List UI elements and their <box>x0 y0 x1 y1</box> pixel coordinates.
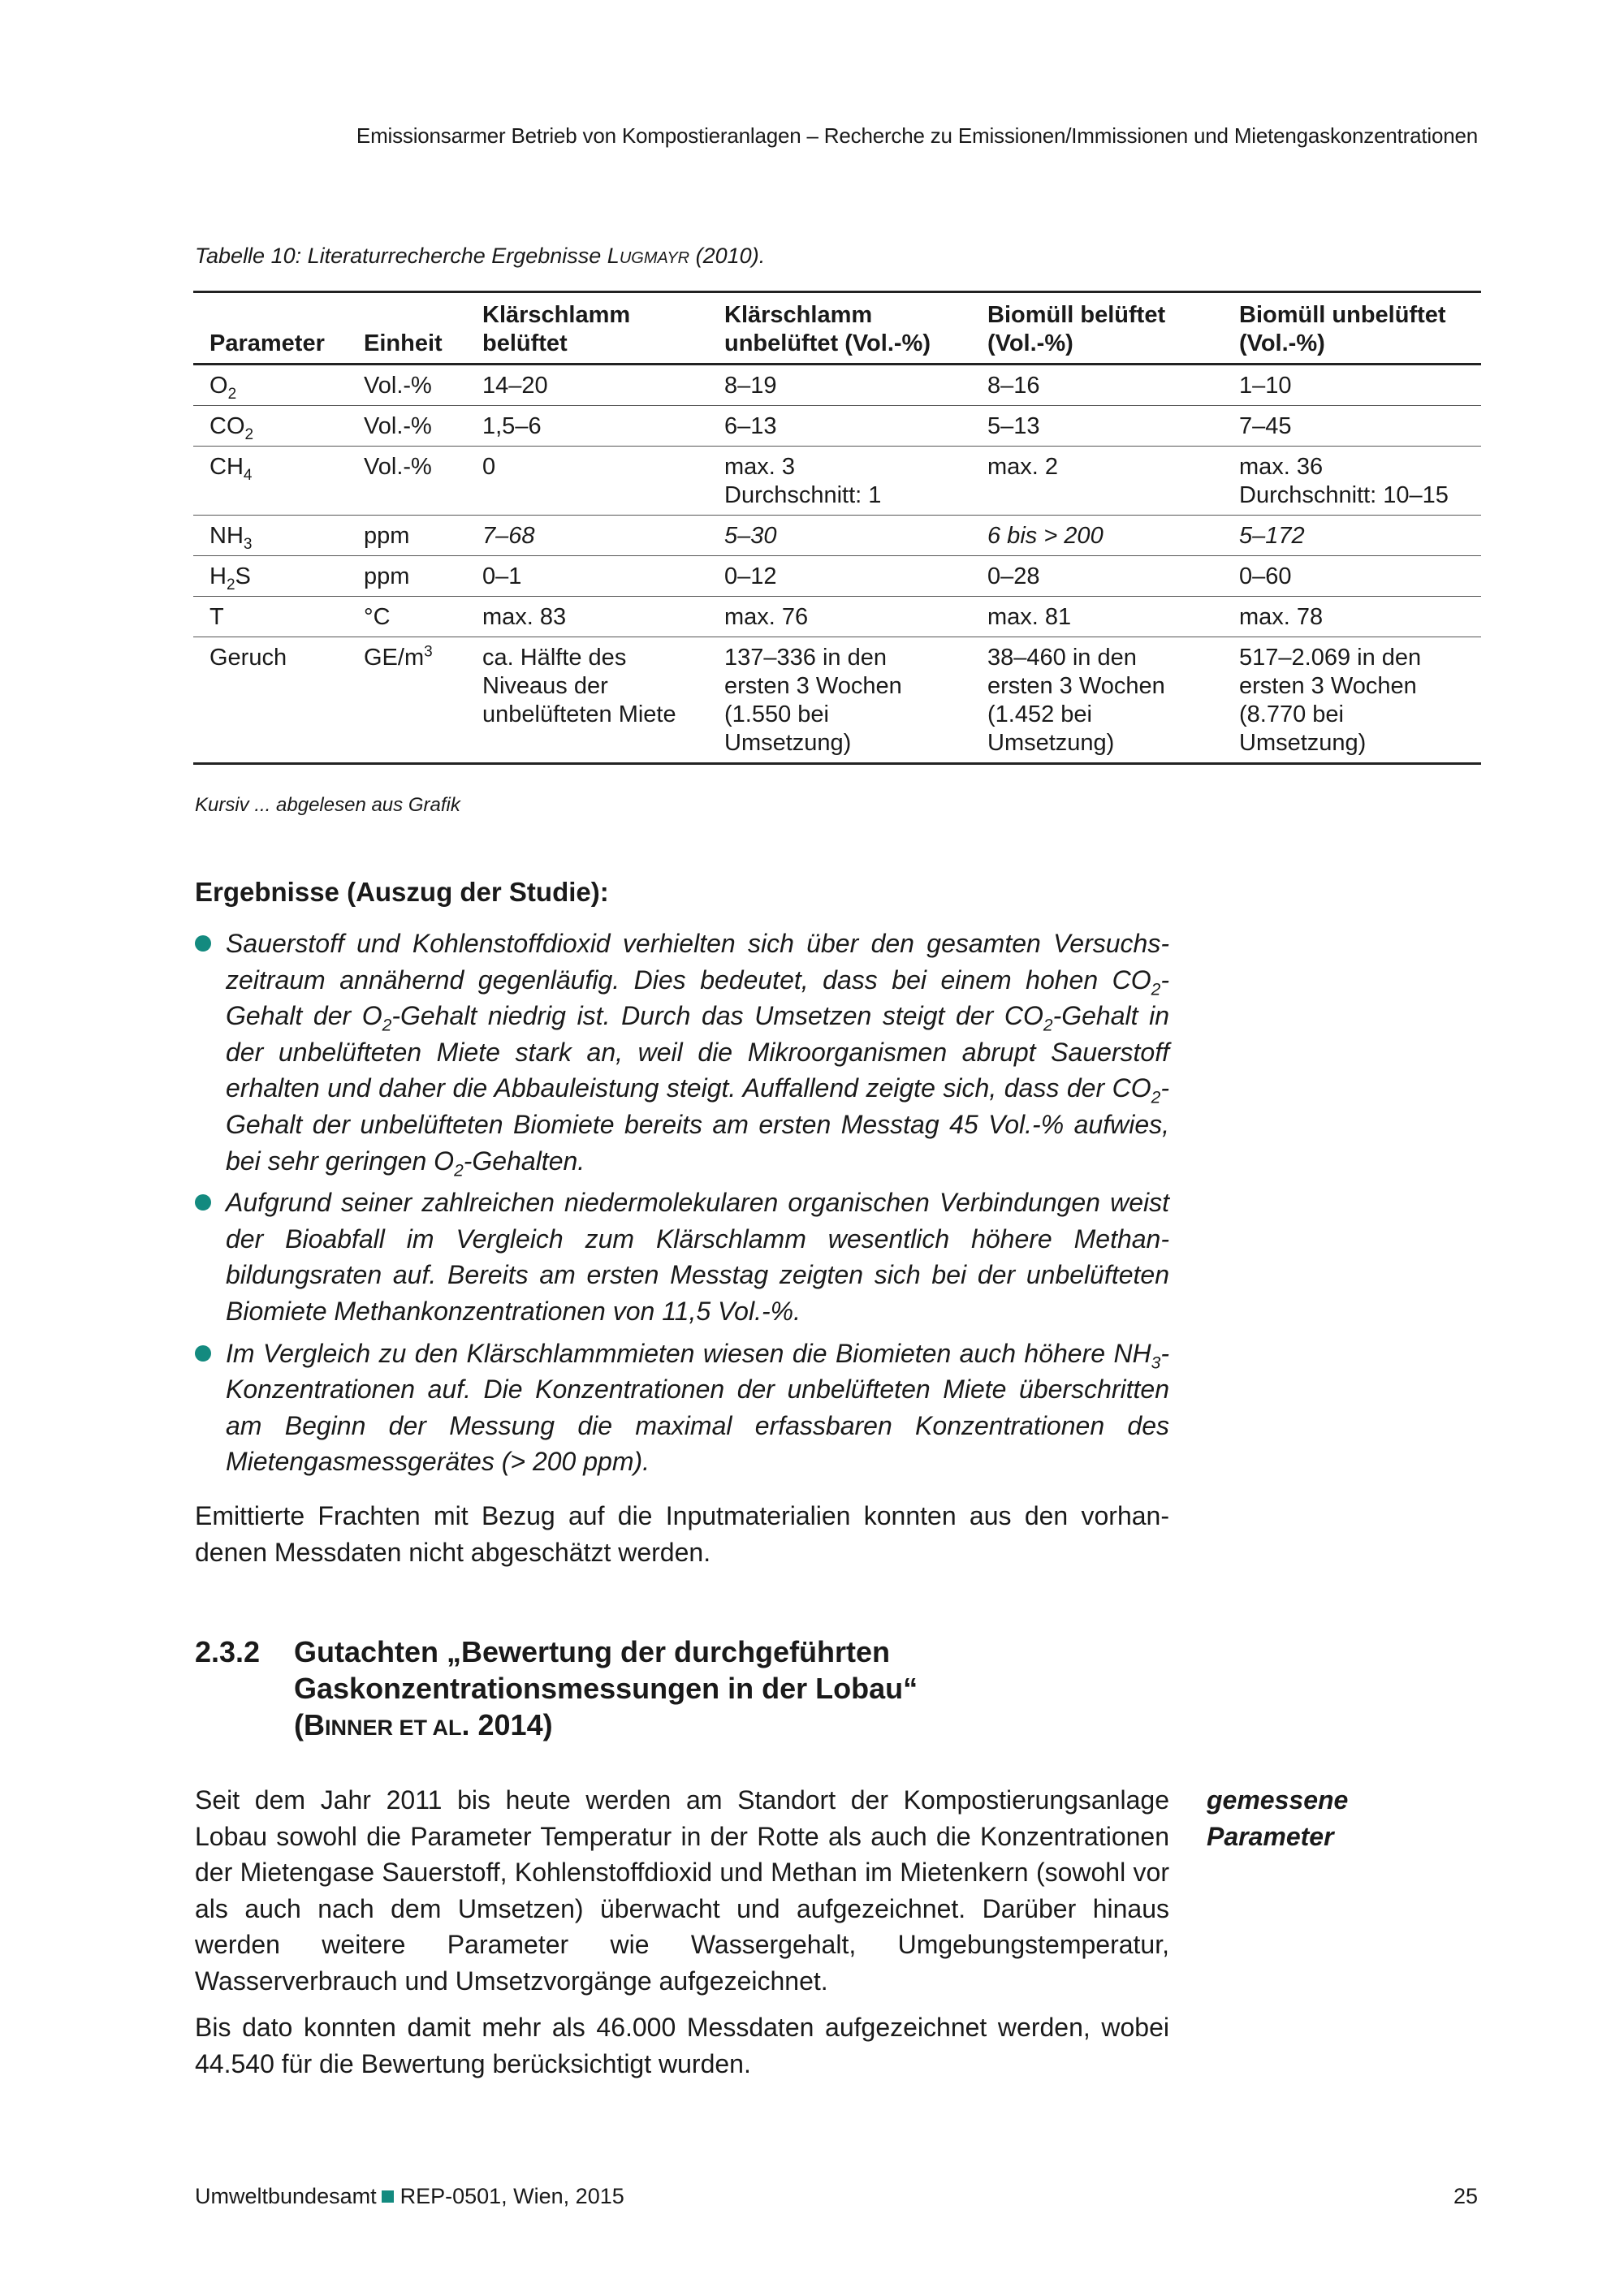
value-cell: 5–13 <box>971 406 1223 447</box>
margin-note <box>1207 1782 1348 1854</box>
column-header: Biomüll unbelüftet (Vol.-%) <box>1239 302 1446 356</box>
round-bullet-icon <box>195 1345 211 1362</box>
value-cell: 1,5–6 <box>466 406 708 447</box>
list-item: Sauerstoff und Kohlenstoffdioxid verhielten sich über den gesamten Versuchszeitraum annähernd gegenläufig. Dies bedeutet, dass bei einem hohen $CO_2$-Gehalt der $O_2$-Gehalt niedrig ist. Durch das Umsetzen steigt der $CO_2$-Gehalt in der unbelüfteten Miete stark an, weil die Mikroorganismen abrupt Sauerstoff erhalten und daher die Abbauleistung steigt. Auffallend zeigte sich, dass der $CO_2$-Gehalt der unbelüfteten Biomiete bereits am ersten Messtag 45 Vol.-% aufwies, bei sehr geringen $O_2$-Gehalten. <box>195 926 1169 1179</box>
parameter-cell: T <box>193 597 348 637</box>
value-cell: max. 81 <box>971 597 1223 637</box>
margin-note-line2: Parameter <box>1207 1821 1334 1851</box>
value-cell: 0–60 <box>1223 556 1481 597</box>
value-cell: max. 83 <box>466 597 708 637</box>
value-cell: 38–460 in den ersten 3 Wochen (1.452 bei Umsetzung) <box>971 637 1223 764</box>
caption-prefix: Tabelle 10: Literaturrecherche Ergebnisse L <box>195 244 620 268</box>
value-cell: max. 3 Durchschnitt: 1 <box>708 447 971 516</box>
section-title-line2: Gaskonzentrationsmessungen in der Lobau“ <box>294 1672 918 1705</box>
value-cell: max. 36 Durchschnitt: 10–15 <box>1223 447 1481 516</box>
value-cell: 517–2.069 in den ersten 3 Wochen (8.770 bei Umsetzung) <box>1223 637 1481 764</box>
parameter-cell: $O_2$ <box>193 365 348 406</box>
value-cell: max. 76 <box>708 597 971 637</box>
margin-note-line1: gemessene <box>1207 1785 1349 1815</box>
value-cell: 14–20 <box>466 365 708 406</box>
table-row <box>193 365 1481 406</box>
unit-cell: Vol.-% <box>348 406 466 447</box>
unit-cell: Vol.-% <box>348 365 466 406</box>
unit-cell: °C <box>348 597 466 637</box>
results-table <box>193 291 1481 765</box>
caption-author-smallcaps: UGMAYR <box>619 249 690 267</box>
table-caption <box>195 244 765 269</box>
section-title-line1: Gutachten „Bewertung der durchgeführten <box>294 1635 891 1668</box>
table-row <box>193 556 1481 597</box>
results-heading: Ergebnisse (Auszug der Studie): <box>195 877 609 907</box>
measurement-data-paragraph: Bis dato konnten damit mehr als 46.000 Messdaten aufgezeichnet werden, wobei 44.540 für die Bewertung berücksichtigt wurden. <box>195 2013 1169 2078</box>
value-cell: 5–30 <box>708 516 971 556</box>
value-cell: 7–45 <box>1223 406 1481 447</box>
page-number: 25 <box>1453 2184 1478 2208</box>
table-row <box>193 516 1481 556</box>
value-cell: 0–1 <box>466 556 708 597</box>
parameter-cell: Geruch <box>193 637 348 764</box>
list-item: Im Vergleich zu den Klärschlammmieten wiesen die Biomieten auch höhere $NH_3$-Konzentrationen auf. Die Konzentrationen der unbelüfteten Miete überschritten am Beginn der Messung die maximal erfassbaren Konzentrationen des Mietengasmessgerätes (> 200 ppm). <box>195 1336 1169 1480</box>
value-cell: 6–13 <box>708 406 971 447</box>
value-cell: 1–10 <box>1223 365 1481 406</box>
column-header: Klärschlamm unbelüftet (Vol.-%) <box>724 302 931 356</box>
column-header: Biomüll belüftet (Vol.-%) <box>987 302 1166 356</box>
section-citation: (BINNER ET AL. 2014) <box>294 1708 553 1741</box>
emitted-loads-paragraph: Emittierte Frachten mit Bezug auf die Inputmaterialien konnten aus den vorhandenen Messdaten nicht abgeschätzt werden. <box>195 1501 1169 1567</box>
value-cell: 0–12 <box>708 556 971 597</box>
value-cell: 6 bis > 200 <box>971 516 1223 556</box>
table-body <box>193 365 1481 764</box>
unit-cell: ppm <box>348 516 466 556</box>
unit-cell: ppm <box>348 556 466 597</box>
value-cell: max. 78 <box>1223 597 1481 637</box>
unit-cell: $GE/m^3$ <box>348 637 466 764</box>
parameter-cell: $CO_2$ <box>193 406 348 447</box>
value-cell: 5–172 <box>1223 516 1481 556</box>
square-bullet-icon <box>382 2190 394 2203</box>
caption-suffix: (2010). <box>689 244 766 268</box>
parameter-cell: $H_2S$ <box>193 556 348 597</box>
table-note: Kursiv ... abgelesen aus Grafik <box>195 794 460 816</box>
table-header-row <box>193 292 1481 365</box>
running-header: Emissionsarmer Betrieb von Kompostieranlagen – Recherche zu Emissionen/Immissionen und Mietengaskonzentrationen <box>356 123 1478 148</box>
table-row <box>193 597 1481 637</box>
table-row <box>193 406 1481 447</box>
value-cell: 8–16 <box>971 365 1223 406</box>
round-bullet-icon <box>195 935 211 952</box>
page-footer <box>195 2184 624 2209</box>
parameter-cell: $NH_3$ <box>193 516 348 556</box>
footer-report: REP-0501, Wien, 2015 <box>400 2184 624 2208</box>
value-cell: 0–28 <box>971 556 1223 597</box>
footer-publisher: Umweltbundesamt <box>195 2184 377 2208</box>
value-cell: 8–19 <box>708 365 971 406</box>
value-cell: ca. Hälfte des Niveaus der unbelüfteten Miete <box>466 637 708 764</box>
list-item: Aufgrund seiner zahlreichen niedermolekularen organischen Verbindungen weist der Bioabfall im Vergleich zum Klärschlamm wesentlich höhere Methanbildungsraten auf. Bereits am ersten Messtag zeigten sich bei der unbelüfteten Biomiete Methankonzentrationen von 11,5 Vol.-%. <box>195 1185 1169 1329</box>
value-cell: 7–68 <box>466 516 708 556</box>
column-header: Einheit <box>364 330 443 356</box>
value-cell: 0 <box>466 447 708 516</box>
table-row <box>193 637 1481 764</box>
unit-cell: Vol.-% <box>348 447 466 516</box>
round-bullet-icon <box>195 1194 211 1211</box>
section-title <box>294 1634 1106 1746</box>
results-bullet-list <box>195 926 1169 1486</box>
section-number: 2.3.2 <box>195 1635 261 1668</box>
column-header: Klärschlamm belüftet <box>482 302 631 356</box>
parameter-cell: $CH_4$ <box>193 447 348 516</box>
table-row <box>193 447 1481 516</box>
column-header: Parameter <box>209 330 325 356</box>
value-cell: max. 2 <box>971 447 1223 516</box>
lobau-paragraph: Seit dem Jahr 2011 bis heute werden am Standort der Kompostierungsanlage Lobau sowohl die Parameter Temperatur in der Rotte als auch die Konzentrationen der Mietengase Sauerstoff, Kohlenstoffdioxid und Methan im Mietenkern (sowohl vor als auch nach dem Umsetzen) überwacht und aufgezeichnet. Darüber hinaus werden weitere Parameter wie Wassergehalt, Umgebungstemperatur, Wasserverbrauch und Umsetzvorgänge aufgezeichnet. <box>195 1785 1169 1996</box>
value-cell: 137–336 in den ersten 3 Wochen (1.550 bei Umsetzung) <box>708 637 971 764</box>
